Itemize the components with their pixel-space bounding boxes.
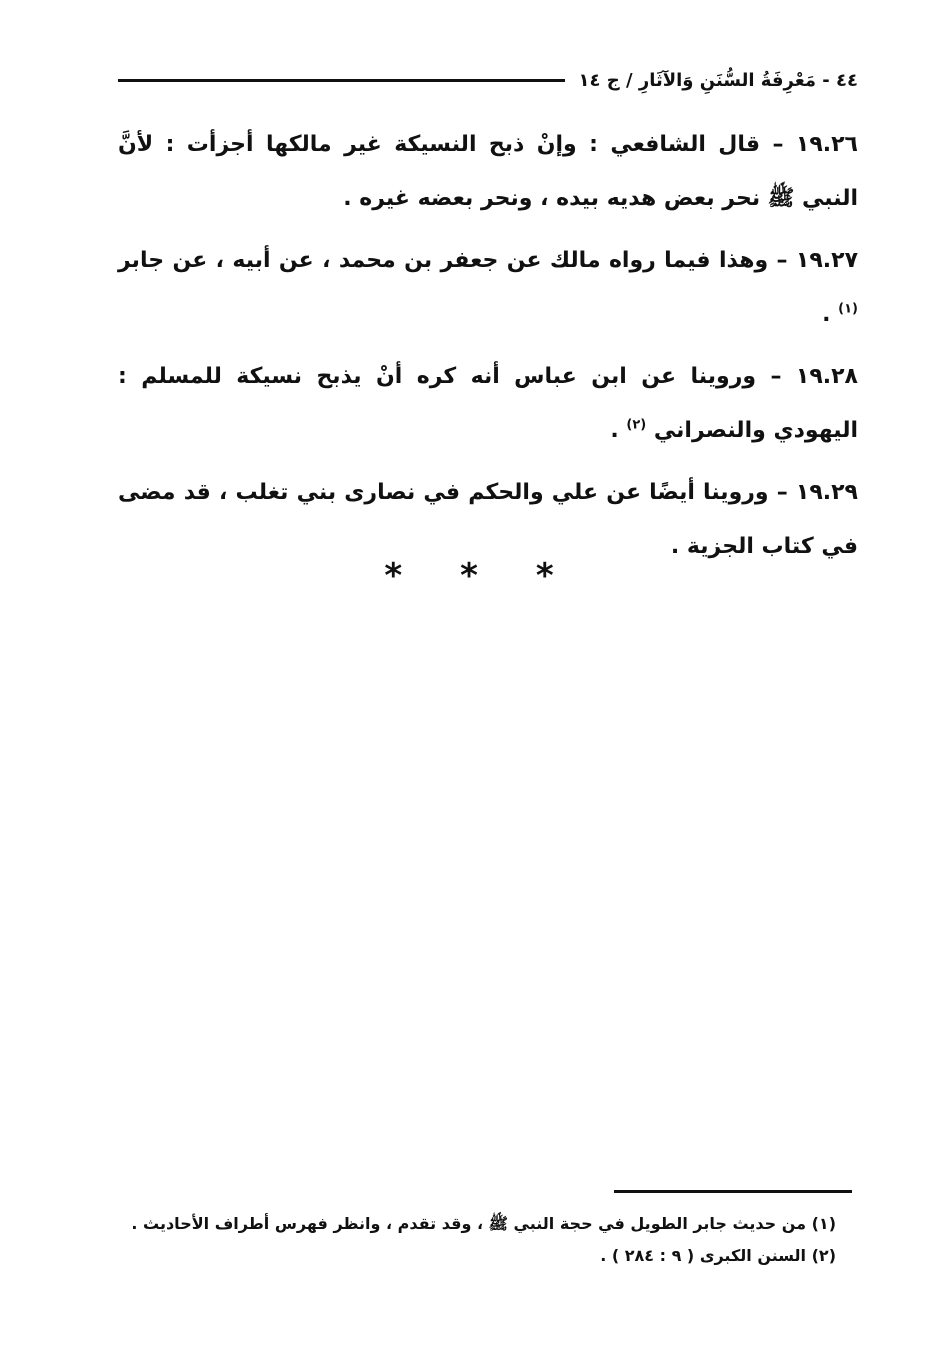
paragraph-number: ١٩.٢٨ bbox=[795, 364, 858, 389]
paragraph-19-28 bbox=[118, 350, 858, 458]
star-glyph: * bbox=[535, 556, 554, 596]
footnotes bbox=[118, 1208, 836, 1272]
star-glyph: * bbox=[460, 556, 478, 596]
footnote-marker[interactable]: (٢) bbox=[626, 417, 647, 433]
paragraph-text: وروينا أيضًا عن علي والحكم في نصارى بني تغلب ، قد مضى في كتاب الجزية . bbox=[118, 480, 858, 559]
page-header bbox=[118, 60, 858, 100]
running-title: ٤٤ - مَعْرِفَةُ السُّنَنِ وَالآثَارِ / ج ١٤ bbox=[578, 69, 858, 91]
paragraph-text: وهذا فيما رواه مالك عن جعفر بن محمد ، عن أبيه ، عن جابر bbox=[118, 248, 769, 273]
footnote-1: (١) من حديث جابر الطويل في حجة النبي ﷺ ، وقد تقدم ، وانظر فهرس أطراف الأحاديث . bbox=[131, 1214, 836, 1233]
dash: – bbox=[768, 248, 788, 273]
paragraph-end: . bbox=[610, 418, 619, 443]
dash: – bbox=[756, 364, 782, 389]
paragraph-text: قال الشافعي : وإنْ ذبح النسيكة غير مالكها أجزأت : لأنَّ النبي ﷺ نحر بعض هديه بيده ، ونحر بعضه غيره . bbox=[118, 132, 858, 211]
footnote-2: (٢) السنن الكبرى ( ٩ : ٢٨٤ ) . bbox=[600, 1246, 836, 1265]
paragraph-end: . bbox=[822, 302, 831, 327]
header-rule bbox=[118, 79, 565, 82]
paragraph-number: ١٩.٢٧ bbox=[795, 248, 858, 273]
main-text bbox=[118, 118, 858, 582]
dash: – bbox=[768, 480, 788, 505]
footnote-rule bbox=[614, 1190, 852, 1193]
paragraph-number: ١٩.٢٦ bbox=[795, 132, 858, 157]
footnote-marker[interactable]: (١) bbox=[838, 301, 858, 317]
dash: – bbox=[760, 132, 784, 157]
paragraph-19-26 bbox=[118, 118, 858, 226]
paragraph-19-27 bbox=[118, 234, 858, 342]
paragraph-number: ١٩.٢٩ bbox=[795, 480, 858, 505]
section-separator bbox=[0, 556, 938, 596]
paragraph-text: وروينا عن ابن عباس أنه كره أنْ يذبح نسيكة للمسلم : اليهودي والنصراني bbox=[118, 364, 858, 443]
star-glyph: * bbox=[384, 556, 403, 596]
